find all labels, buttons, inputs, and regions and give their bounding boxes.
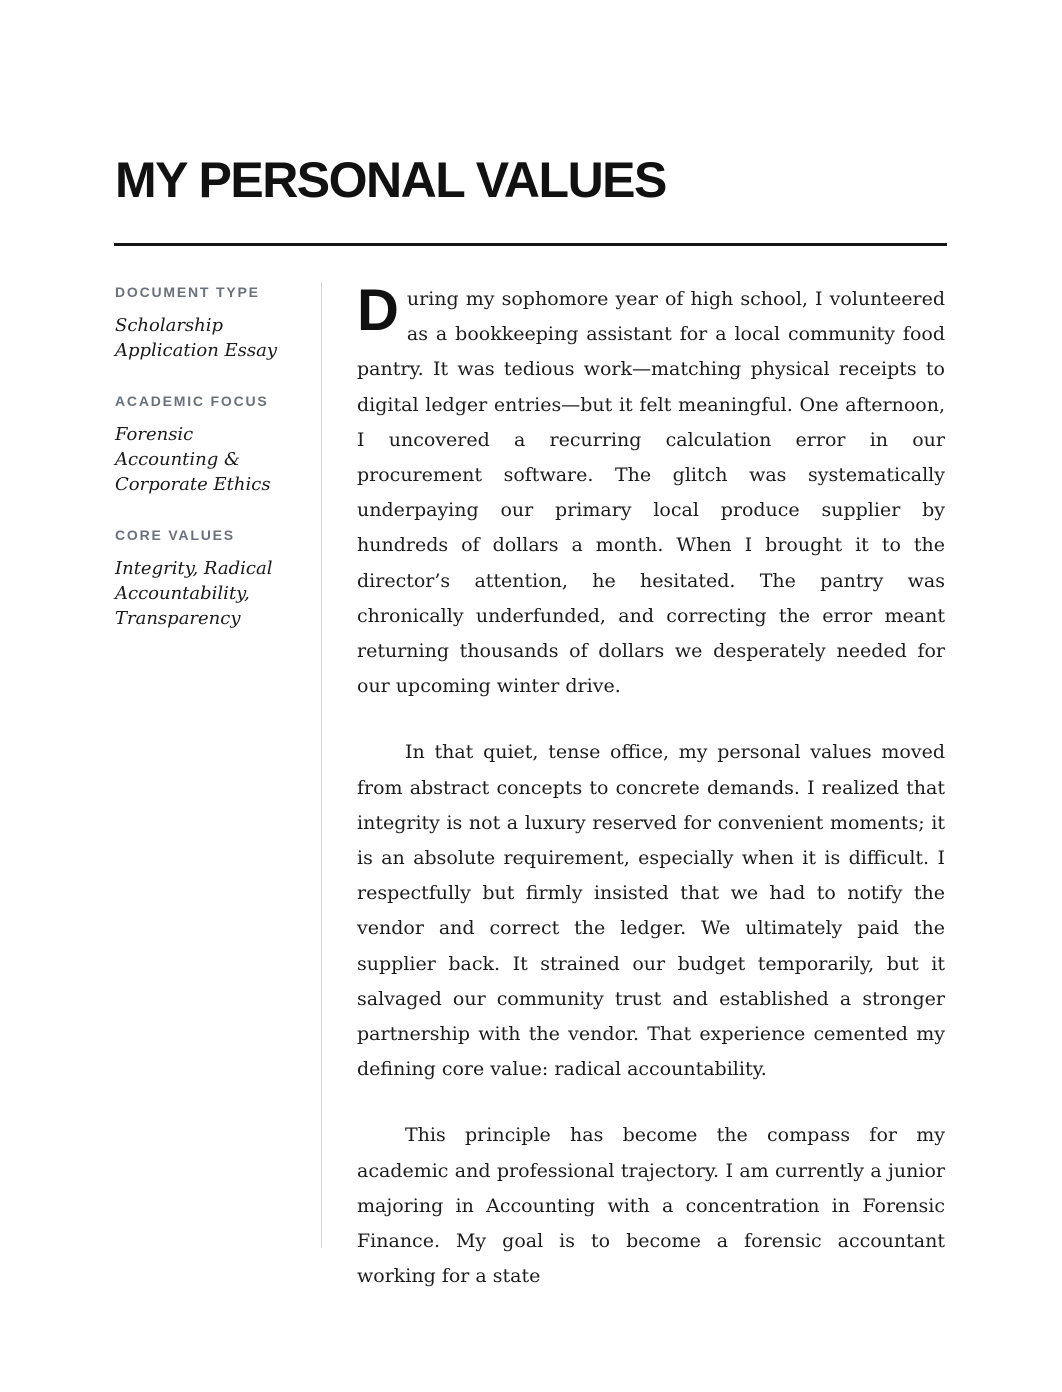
meta-value: Scholarship Application Essay (115, 315, 278, 361)
meta-document-type (115, 280, 305, 363)
essay-paragraph: In that quiet, tense office, my personal values moved from abstract concepts to concrete demands. I realized that integrity is not a luxury reserved for convenient moments; it is an absolute requirement, especially when it is difficult. I respectfully but firmly insisted that we had to notify the vendor and correct the ledger. We ultimately paid the supplier back. It strained our budget temporarily, but it salvaged our community trust and established a stronger partnership with the vendor. That experience cemented my defining core value: radical accountability. (357, 741, 945, 1081)
meta-core-values (115, 523, 305, 631)
drop-cap: D (357, 278, 399, 343)
essay-paragraph (357, 278, 945, 704)
meta-label: ACADEMIC FOCUS (115, 393, 269, 409)
essay-body (357, 278, 945, 1325)
metadata-sidebar (115, 280, 305, 657)
column-divider (321, 282, 322, 1248)
essay-paragraph: This principle has become the compass for my academic and professional trajectory. I am currently a junior majoring in Accounting with a concentration in Forensic Finance. My goal is to become a forensic accountant working for a state (357, 1124, 945, 1288)
title-divider (114, 243, 947, 246)
meta-label: CORE VALUES (115, 527, 235, 543)
meta-value: Integrity, Radical Accountability, Transparency (115, 558, 273, 629)
paragraph-text: uring my sophomore year of high school, I volunteered as a bookkeeping assistant for a local community food pantry. It was tedious work—matching physical receipts to digital ledger entries—but it felt meaningful. One afternoon, I uncovered a recurring calculation error in our procurement software. The glitch was systematically underpaying our primary local produce supplier by hundreds of dollars a month. When I brought it to the director’s attention, he hesitated. The pantry was chronically underfunded, and correcting the error meant returning thousands of dollars we desperately needed for our upcoming winter drive. (357, 288, 945, 698)
meta-label: DOCUMENT TYPE (115, 284, 260, 300)
meta-value: Forensic Accounting & Corporate Ethics (115, 424, 271, 495)
meta-academic-focus (115, 389, 305, 497)
page-title: MY PERSONAL VALUES (115, 152, 666, 208)
